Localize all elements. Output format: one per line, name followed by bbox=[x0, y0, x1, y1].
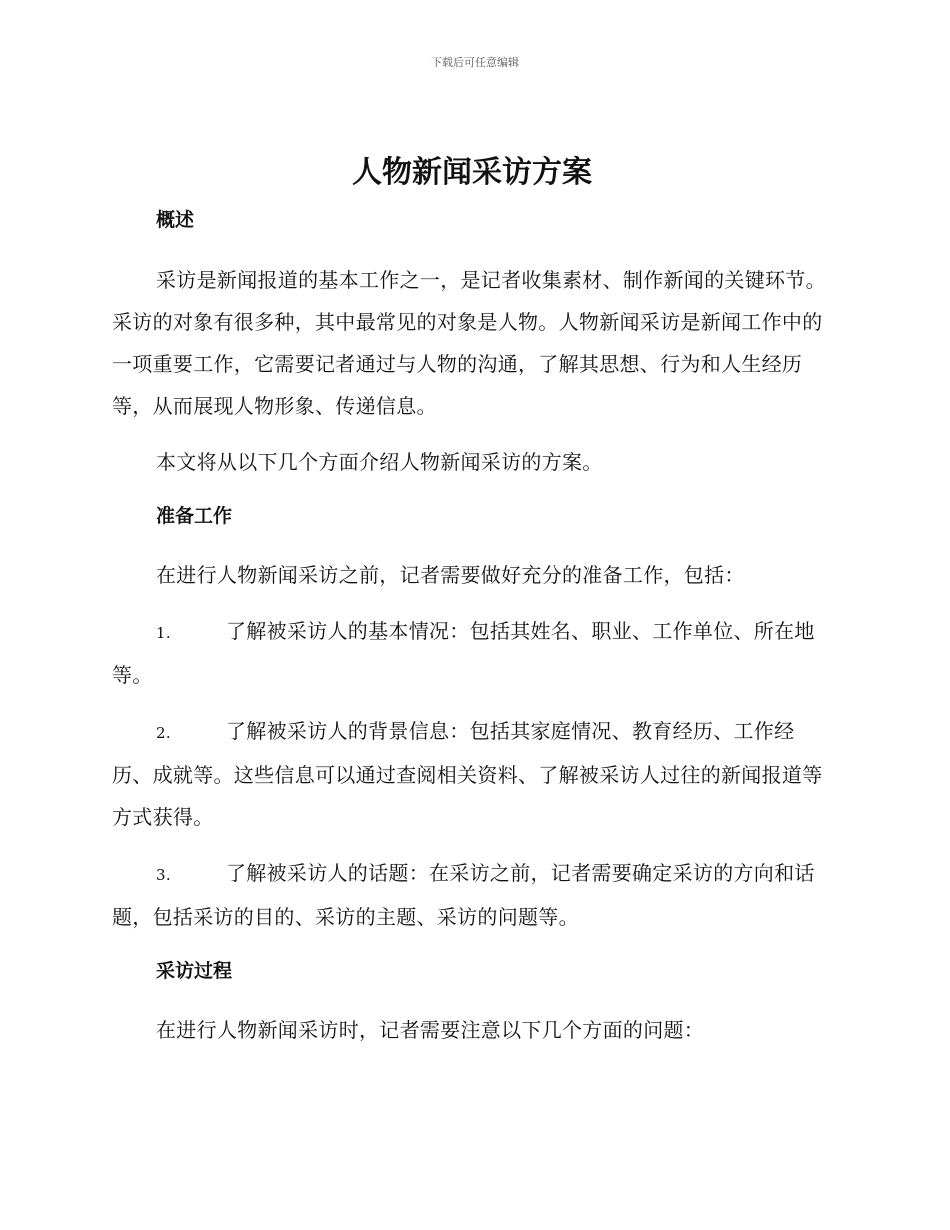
page-header-note: 下载后可任意编辑 bbox=[431, 56, 519, 69]
list-item-number: 3. bbox=[156, 866, 171, 884]
list-item bbox=[112, 610, 832, 696]
list-item bbox=[112, 852, 832, 938]
section-heading-overview: 概述 bbox=[156, 209, 195, 231]
list-item bbox=[112, 710, 832, 838]
section-heading-preparation: 准备工作 bbox=[156, 505, 233, 527]
list-item-number: 1. bbox=[156, 624, 171, 642]
document-body bbox=[112, 150, 832, 1051]
list-item-text: 了解被采访人的背景信息：包括其家庭情况、教育经历、工作经历、成就等。这些信息可以通过查阅相关资料、了解被采访人过往的新闻报道等方式获得。 bbox=[112, 719, 823, 829]
process-intro: 在进行人物新闻采访时，记者需要注意以下几个方面的问题： bbox=[156, 1018, 705, 1042]
list-item-number: 2. bbox=[156, 724, 171, 742]
overview-paragraph-2: 本文将从以下几个方面介绍人物新闻采访的方案。 bbox=[156, 450, 603, 474]
list-item-text: 了解被采访人的基本情况：包括其姓名、职业、工作单位、所在地等。 bbox=[112, 619, 815, 687]
preparation-intro: 在进行人物新闻采访之前，记者需要做好充分的准备工作，包括： bbox=[156, 563, 745, 587]
overview-paragraph-1: 采访是新闻报道的基本工作之一，是记者收集素材、制作新闻的关键环节。采访的对象有很多种，其中最常见的对象是人物。人物新闻采访是新闻工作中的一项重要工作，它需要记者通过与人物的沟通，了解其思想、行为和人生经历等，从而展现人物形象、传递信息。 bbox=[112, 268, 826, 418]
list-item-text: 了解被采访人的话题：在采访之前，记者需要确定采访的方向和话题，包括采访的目的、采访的主题、采访的问题等。 bbox=[112, 861, 815, 929]
document-title: 人物新闻采访方案 bbox=[352, 155, 592, 190]
section-heading-process: 采访过程 bbox=[156, 960, 233, 982]
